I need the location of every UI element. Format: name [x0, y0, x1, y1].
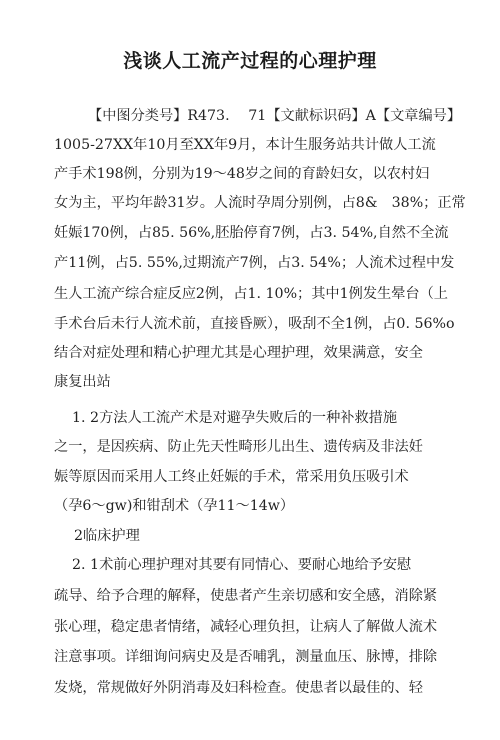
document-title: 浅谈人工流产过程的心理护理: [123, 50, 377, 72]
text-line: 发烧，常规做好外阴消毒及妇科检查。使患者以最佳的、轻: [54, 680, 423, 696]
text-line: 生人工流产综合症反应2例，占1. 10%；其中1例发生晕台（上: [54, 286, 448, 302]
text-line: （孕6～gw)和钳刮术（孕11～14w）: [54, 498, 295, 514]
text-line: 之一，是因疾病、防止先天性畸形儿出生、遗传病及非法妊: [54, 439, 423, 455]
text-line: 张心理，稳定患者情绪，减轻心理负担，让病人了解做人流术: [54, 619, 438, 635]
text-line: 1. 2方法人工流产术是对避孕失败后的一种补救措施: [72, 410, 398, 426]
section-heading: 2临床护理: [74, 528, 140, 544]
text-line: 手术台后未行人流术前，直接昏厥），吸刮不全1例，占0. 56%o: [54, 316, 455, 332]
text-line: 产11例，占5. 55%,过期流产7例，占3. 54%；人流术过程中发: [54, 255, 455, 271]
text-line: 妊娠170例，占85. 56%,胚胎停育7例，占3. 54%,自然不全流: [54, 225, 449, 241]
text-line: 疏导、给予合理的解释，使患者产生亲切感和安全感，消除紧: [54, 588, 438, 604]
text-line: 康复出站: [54, 374, 111, 390]
text-line: 女为主，平均年龄31岁。人流时孕周分别例，占8& 38%；正常: [54, 195, 466, 211]
text-line: 【中图分类号】R473. 71【文献标识码】A【文章编号】: [88, 108, 462, 124]
text-line: 2. 1术前心理护理对其要有同情心、要耐心地给予安慰: [72, 557, 412, 573]
text-line: 娠等原因而采用人工终止妊娠的手术，常采用负压吸引术: [54, 469, 409, 485]
text-line: 产手术198例，分别为19～48岁之间的育龄妇女，以农村妇: [54, 166, 430, 182]
text-line: 结合对症处理和精心护理尤其是心理护理，效果满意，安全: [54, 345, 423, 361]
text-line: 1005-27XX年10月至XX年9月，本计生服务站共计做人工流: [54, 137, 436, 153]
text-line: 注意事项。详细询问病史及是否哺乳，测量血压、脉博，排除: [54, 649, 438, 665]
